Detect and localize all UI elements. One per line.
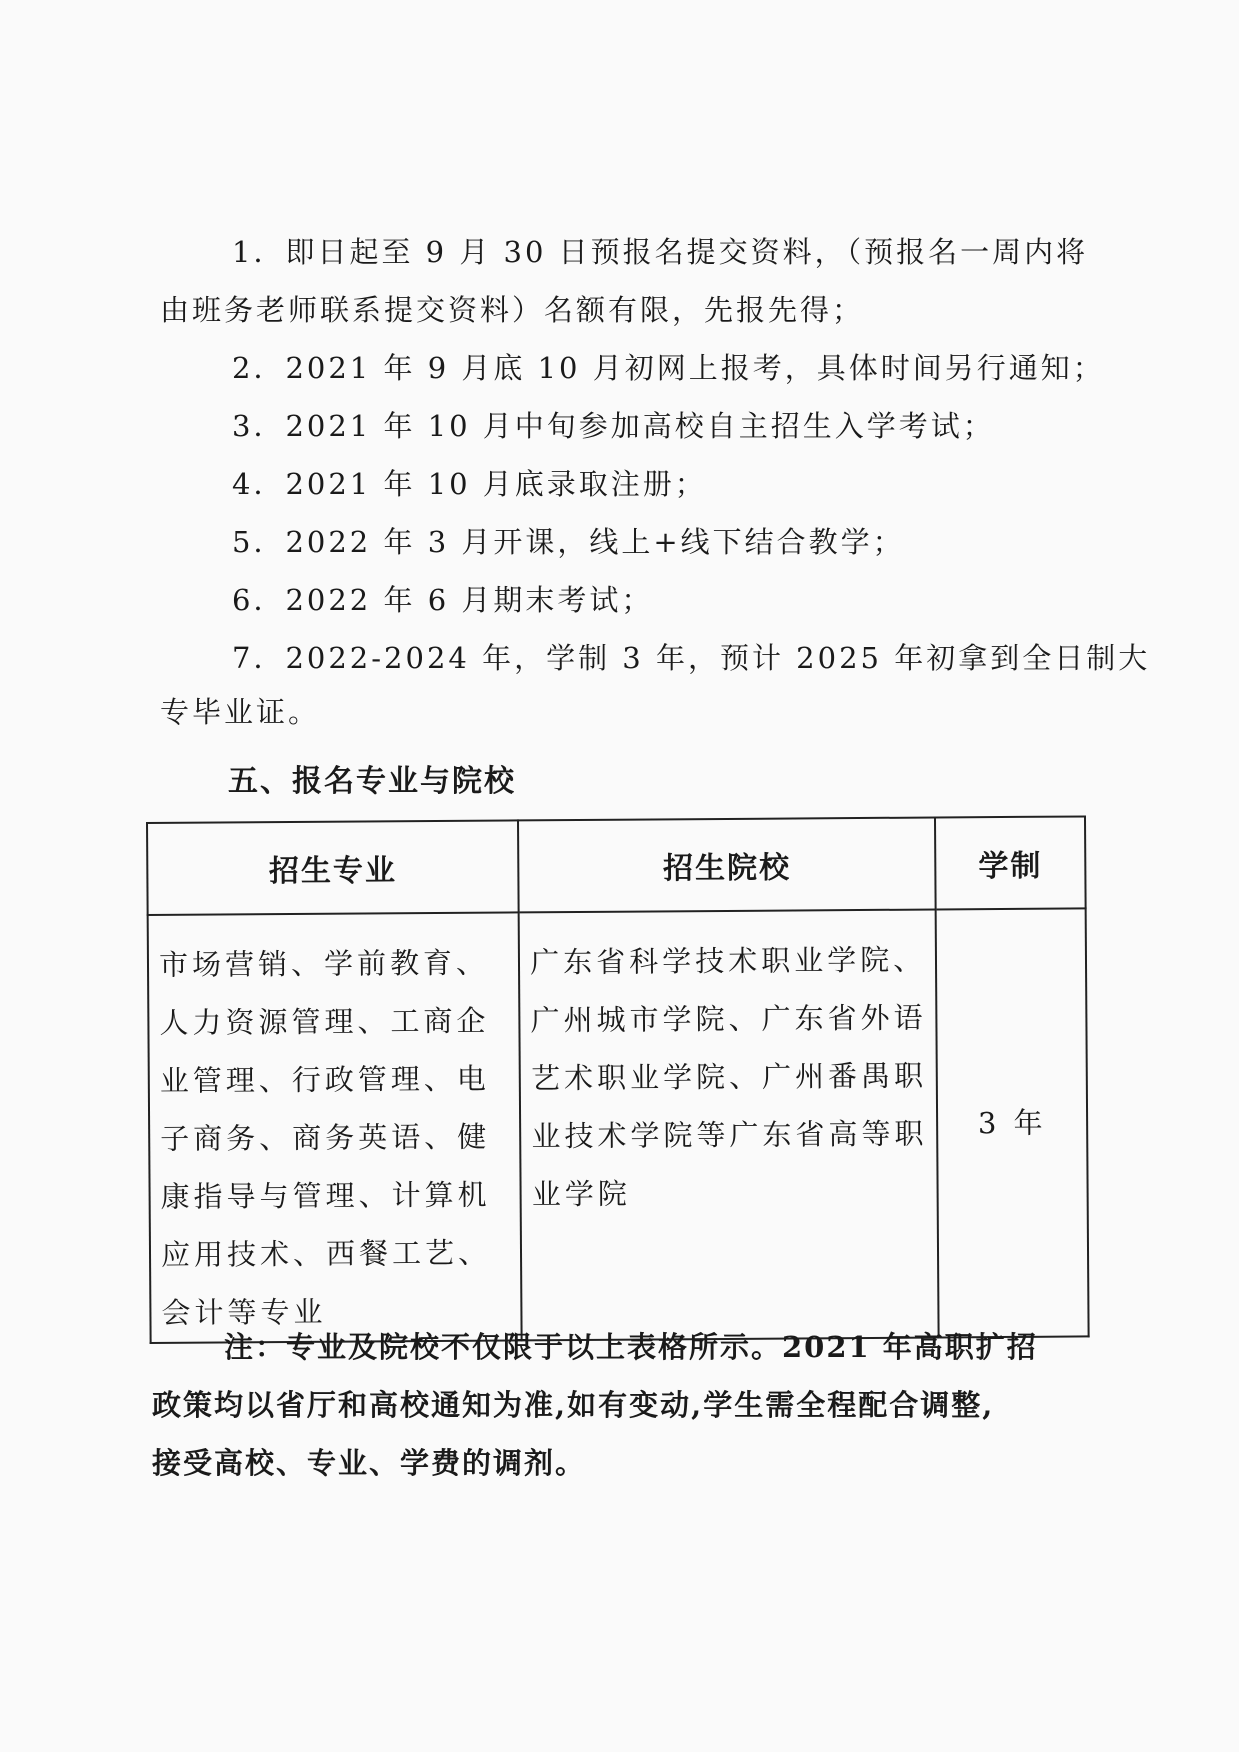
note-block <box>152 1318 1092 1492</box>
schedule-item-1-line-2: 由班务老师联系提交资料）名额有限，先报先得； <box>160 293 865 327</box>
header-duration: 学制 <box>935 816 1085 909</box>
cell-duration: 3 年 <box>936 908 1089 1337</box>
header-schools: 招生院校 <box>518 817 936 912</box>
note-line-1: 注：专业及院校不仅限于以上表格所示。2021 年高职扩招 <box>224 1330 1038 1364</box>
schedule-item-2: 2．2021 年 9 月底 10 月初网上报考，具体时间另行通知； <box>232 351 1105 385</box>
cell-majors: 市场营销、学前教育、人力资源管理、工商企业管理、行政管理、电子商务、商务英语、健康指导与管理、计算机应用技术、西餐工艺、会计等专业 <box>148 912 522 1343</box>
cell-schools: 广东省科学技术职业学院、广州城市学院、广东省外语艺术职业学院、广州番禺职业技术学院等广东省高等职业学院 <box>519 909 939 1340</box>
schedule-item-3: 3．2021 年 10 月中旬参加高校自主招生入学考试； <box>232 409 995 443</box>
schedule-item-7-line-2: 专毕业证。 <box>160 695 321 729</box>
enrollment-table <box>146 815 1090 1344</box>
note-line-2: 政策均以省厅和高校通知为准,如有变动,学生需全程配合调整, <box>152 1388 995 1422</box>
schedule-item-5: 5．2022 年 3 月开课，线上+线下结合教学； <box>232 525 905 559</box>
table-row <box>148 908 1089 1343</box>
schedule-item-6: 6．2022 年 6 月期末考试； <box>232 583 654 617</box>
section-heading: 五、报名专业与院校 <box>228 764 516 799</box>
schedule-item-4: 4．2021 年 10 月底录取注册； <box>232 467 707 501</box>
schedule-item-1-line-1: 1．即日起至 9 月 30 日预报名提交资料，（预报名一周内将 <box>232 235 1089 269</box>
note-line-3: 接受高校、专业、学费的调剂。 <box>152 1446 587 1480</box>
header-majors: 招生专业 <box>147 820 519 915</box>
table-header-row <box>147 816 1086 915</box>
schedule-item-7-line-1: 7．2022-2024 年，学制 3 年，预计 2025 年初拿到全日制大 <box>232 641 1151 675</box>
